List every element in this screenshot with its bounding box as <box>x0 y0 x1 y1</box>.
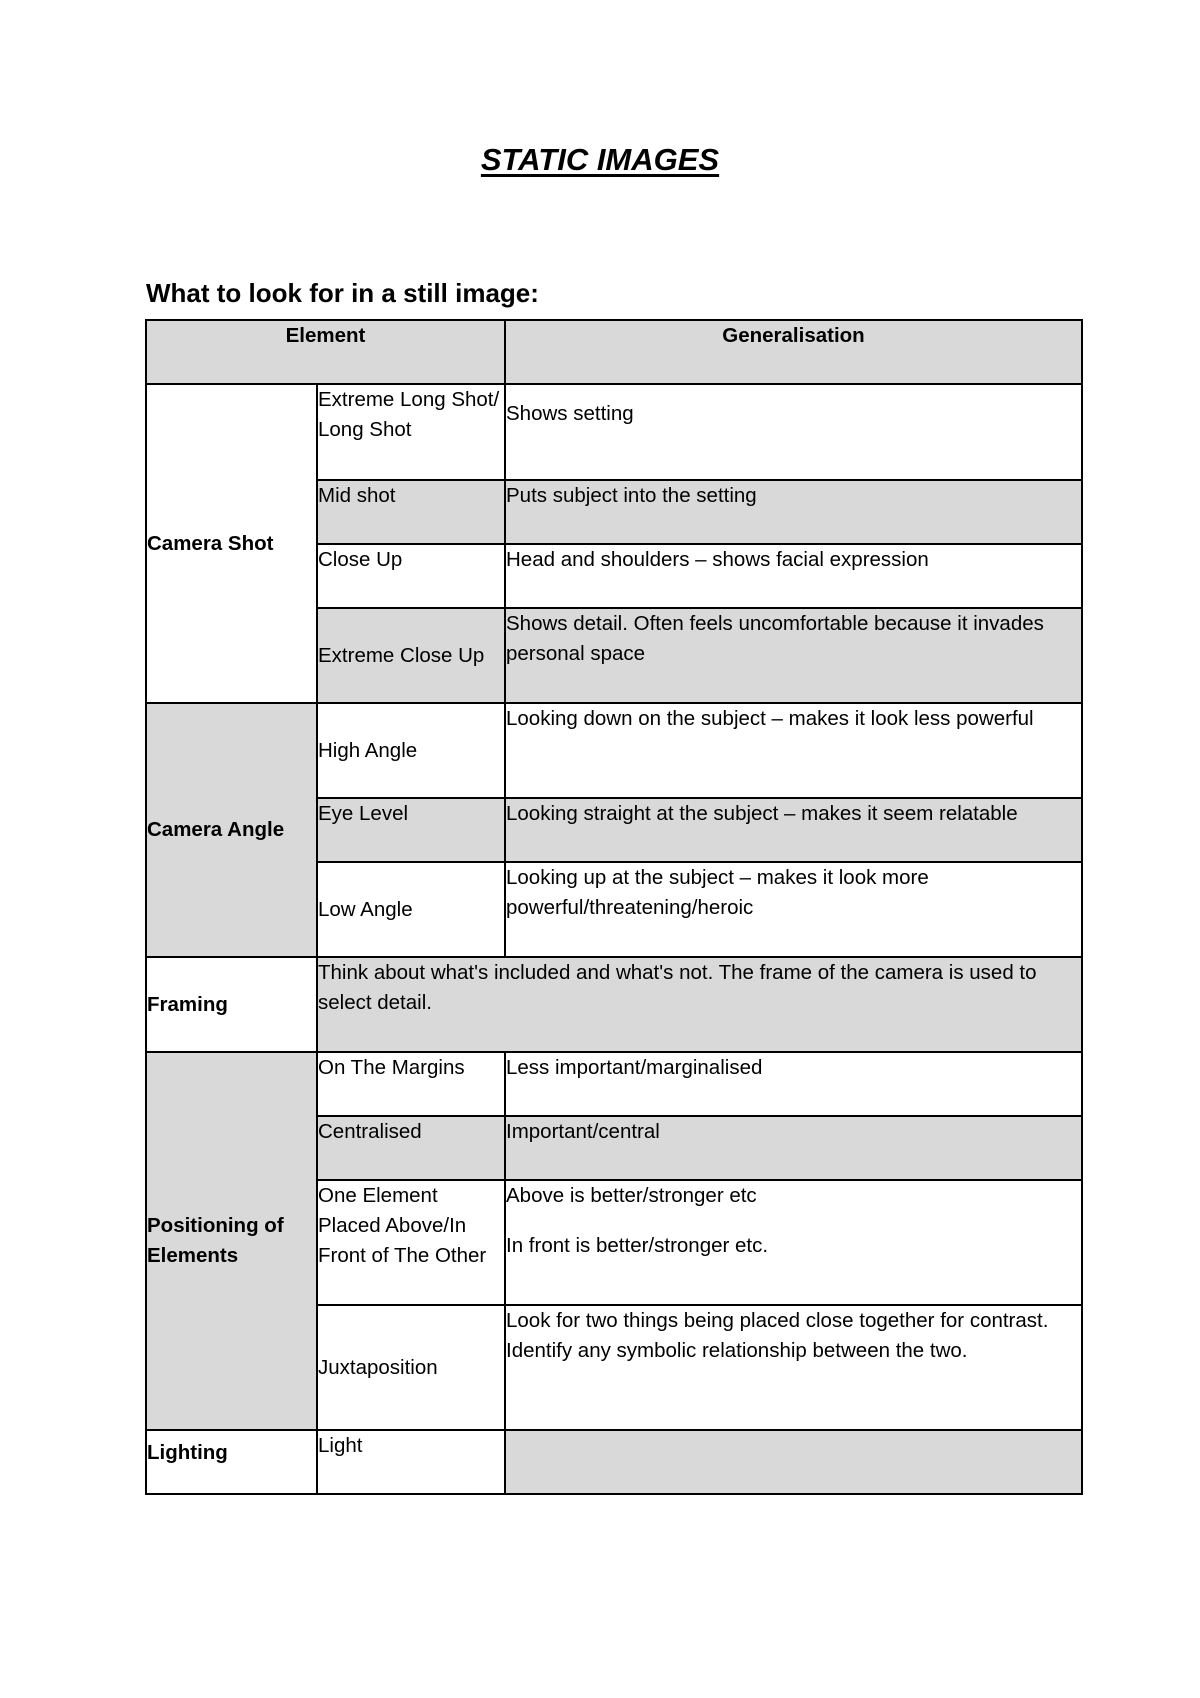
elements-table <box>145 319 1083 1495</box>
generalisation-cell: Important/central <box>505 1116 1082 1180</box>
table-row <box>146 384 1082 480</box>
generalisation-cell <box>505 1180 1082 1305</box>
table-row <box>146 1052 1082 1116</box>
generalisation-cell: Looking straight at the subject – makes it seem relatable <box>505 798 1082 862</box>
header-generalisation: Generalisation <box>505 320 1082 384</box>
generalisation-cell: Look for two things being placed close together for contrast. Identify any symbolic relationship between the two. <box>505 1305 1082 1430</box>
table-row <box>146 1430 1082 1494</box>
category-camera-shot: Camera Shot <box>146 384 317 703</box>
page-title: STATIC IMAGES <box>480 142 720 177</box>
generalisation-cell: Puts subject into the setting <box>505 480 1082 544</box>
sub-element: Centralised <box>317 1116 505 1180</box>
sub-element: Close Up <box>317 544 505 608</box>
generalisation-cell: Looking up at the subject – makes it look more powerful/threatening/heroic <box>505 862 1082 957</box>
sub-element: Light <box>317 1430 505 1494</box>
sub-element: One Element Placed Above/In Front of The Other <box>317 1180 505 1305</box>
category-positioning: Positioning of Elements <box>146 1052 317 1430</box>
generalisation-cell: Head and shoulders – shows facial expression <box>505 544 1082 608</box>
header-element: Element <box>146 320 505 384</box>
generalisation-line: In front is better/stronger etc. <box>506 1234 769 1257</box>
table-row <box>146 703 1082 798</box>
section-heading: What to look for in a still image: <box>146 278 539 308</box>
framing-description: Think about what's included and what's not. The frame of the camera is used to select detail. <box>317 957 1082 1052</box>
sub-element: Eye Level <box>317 798 505 862</box>
sub-element: High Angle <box>317 703 505 798</box>
generalisation-cell: Shows setting <box>505 384 1082 480</box>
sub-element: Extreme Long Shot/ Long Shot <box>317 384 505 480</box>
table-header-row <box>146 320 1082 384</box>
generalisation-cell <box>505 1430 1082 1494</box>
table-row <box>146 957 1082 1052</box>
sub-element: Extreme Close Up <box>317 608 505 703</box>
sub-element: Juxtaposition <box>317 1305 505 1430</box>
category-lighting: Lighting <box>146 1430 317 1494</box>
category-camera-angle: Camera Angle <box>146 703 317 957</box>
generalisation-cell: Less important/marginalised <box>505 1052 1082 1116</box>
sub-element: Mid shot <box>317 480 505 544</box>
generalisation-line: Above is better/stronger etc <box>506 1184 757 1207</box>
generalisation-cell: Shows detail. Often feels uncomfortable because it invades personal space <box>505 608 1082 703</box>
sub-element: On The Margins <box>317 1052 505 1116</box>
sub-element: Low Angle <box>317 862 505 957</box>
category-framing: Framing <box>146 957 317 1052</box>
generalisation-cell: Looking down on the subject – makes it look less powerful <box>505 703 1082 798</box>
